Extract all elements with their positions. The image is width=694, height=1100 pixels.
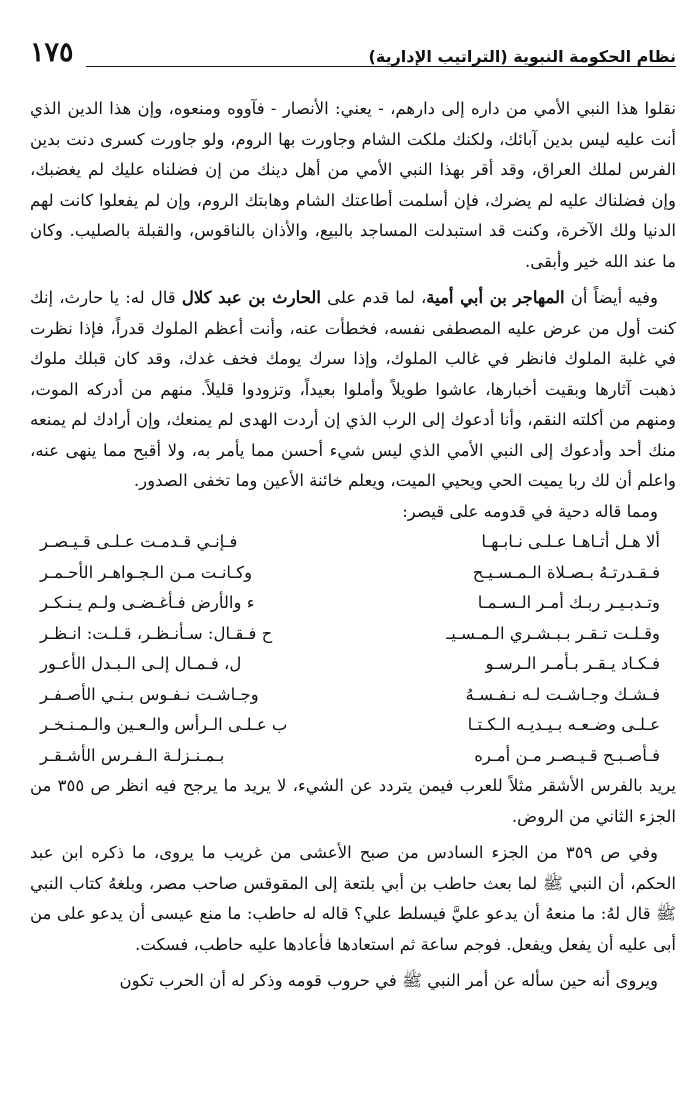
- verse-first-hemistich: ألا هـل أتـاهـا عـلـى نـابـهـا: [481, 532, 660, 551]
- verse-first-hemistich: فـأصـبـح قـيـصـر مـن أمـره: [474, 745, 660, 765]
- page-number: ١٧٥: [30, 37, 74, 68]
- poem-verse: [30, 558, 676, 589]
- poem-verse: [30, 527, 676, 558]
- muhajir-text-after: قال له: يا حارث، إنك كنت أول من عرض عليه المصطفى نفسه، فخطأت عنه، وأنت أعظم الملوك قدراً، فإذا نظرت في غلبة الملوك فانظر في غالب الملوك، وإذا سرك يومك فخف غدك، وقد كان قبلك ملوك ذهبت آثارها وبقيت أخبارها، عاشوا طويلاً وأملوا بعيداً، وتزودوا قليلاً. منهم من أدركه الموت، ومنهم من أكلته النقم، وأنا أدعوك إلى الرب الذي إن أردت الهدى لم يمنعك، وإن أرادك لم يمنعه منك أحد وأدعوك إلى النبي الأمي الذي ليس شيء أحسن مما يأمر به، ولا أقبح مما ينهى عنه، واعلم أن لك ربا يميت الحي ويحيي الميت، ويعلم خائنة الأعين وما تخفى الصدور.: [30, 288, 676, 490]
- verse-second-hemistich: ح فـقـال: سـأنـظـر، قـلـت: انـظـر: [40, 623, 273, 643]
- poem-verse: [30, 588, 676, 619]
- header-divider: [86, 66, 676, 67]
- poem-verse: [30, 710, 676, 741]
- poem-verse: [30, 680, 676, 711]
- poem-verse: [30, 649, 676, 680]
- muhajir-text-before: وفيه أيضاً أن: [564, 288, 658, 307]
- verse-first-hemistich: فـكـاد يـقـر بـأمـر الـرسـو: [485, 654, 660, 673]
- paragraph-muqawqis: وفي ص ٣٥٩ من الجزء السادس من صبح الأعشى من غريب ما يروى، ما ذكره ابن عبد الحكم، أن النبي ﷺ لما بعث حاطب بن أبي بلتعة إلى المقوقس صاحب مصر، وبلغهُ كتاب النبي ﷺ قال لهُ: ما منعهُ أن يدعو عليَّ فيسلط علي؟ قاله له حاطب: ما منع عيسى أن يدعو على من أبى عليه أن يفعل ويفعل. فوجم ساعة ثم استعادها فأعادها عليه حاطب، فسكت.: [30, 843, 676, 954]
- paragraph-muhajir: [30, 283, 676, 497]
- poem: [30, 527, 676, 771]
- verse-second-hemistich: فـإنـي قـدمـت عـلـى قـيـصـر: [40, 532, 238, 551]
- verse-second-hemistich: وجـاشـت نـفـوس بـنـي الأصـفـر: [40, 684, 259, 704]
- poem-intro: ومما قاله دحية في قدومه على قيصر:: [402, 501, 658, 521]
- verse-second-hemistich: ب عـلـى الـرأس والـعـين والـمـنـخـر: [40, 715, 288, 734]
- muhajir-name: المهاجر بن أبي أمية: [426, 288, 565, 307]
- verse-first-hemistich: عـلـى وضـعـه بـيـديـه الـكـتـا: [467, 715, 660, 734]
- harith-name: الحارث بن عبد كلال: [181, 288, 321, 307]
- muhajir-text-middle: ، لما قدم على: [320, 288, 427, 307]
- verse-second-hemistich: ل، فـمـال إلـى الـبـدل الأعـور: [40, 654, 242, 673]
- paragraph-ashqar-note: يريد بالفرس الأشقر مثلاً للعرب فيمن يتردد عن الشيء، لا يريد ما يرجح فيه انظر ص ٣٥٥ من الجزء الثاني من الروض.: [30, 776, 676, 826]
- page-header: [30, 30, 676, 66]
- paragraph-ansar: نقلوا هذا النبي الأمي من داره إلى دارهم، - يعني: الأنصار - فآووه ومنعوه، وإن هذا الدين الذي أنت عليه ليس بدين آبائك، ولكنك ملكت الشام وجاورت بها الروم، ولو جاورت كسرى دنت بدين الفرس لملك العراق، وقد أقر بهذا النبي الأمي من أهل دينك من إن فضلناه عليك لم يغضبك، وإن فضلناك عليه لم يضرك، فإن أسلمت أطاعتك الشام وهابتك الروم، وإن لم يفعلوا كانت لهم الدنيا ولك الآخرة، وكنت قد استبدلت المساجد بالبيع، والأذان بالناقوس، والقبلة بالصليب. وكان ما عند الله خير وأبقى.: [30, 99, 676, 271]
- running-title: نظام الحكومة النبوية (التراتيب الإدارية): [368, 47, 676, 66]
- verse-first-hemistich: وتـدبـيـر ربـك أمـر الـسـمـا: [477, 593, 660, 612]
- verse-second-hemistich: وكـانـت مـن الـجـواهـر الأحـمـر: [40, 562, 253, 582]
- verse-second-hemistich: بـمـنـزلـة الـفـرس الأشـقـر: [40, 745, 225, 765]
- verse-first-hemistich: فـقـدرتـهُ بـصـلاة الـمـسـيـح: [472, 562, 660, 582]
- verse-first-hemistich: وقـلـت تـقـر بـبـشـري الـمـسـيـ: [446, 623, 660, 643]
- verse-second-hemistich: ء والأرض فـأغـضـى ولـم يـنـكـر: [40, 593, 255, 612]
- paragraph-wars: ويروى أنه حين سأله عن أمر النبي ﷺ في حروب قومه وذكر له أن الحرب تكون: [119, 971, 658, 990]
- poem-verse: [30, 741, 676, 772]
- page-body: [30, 94, 676, 997]
- poem-verse: [30, 619, 676, 650]
- verse-first-hemistich: فـشـك وجـاشـت لـه نـفـسـهُ: [465, 684, 660, 704]
